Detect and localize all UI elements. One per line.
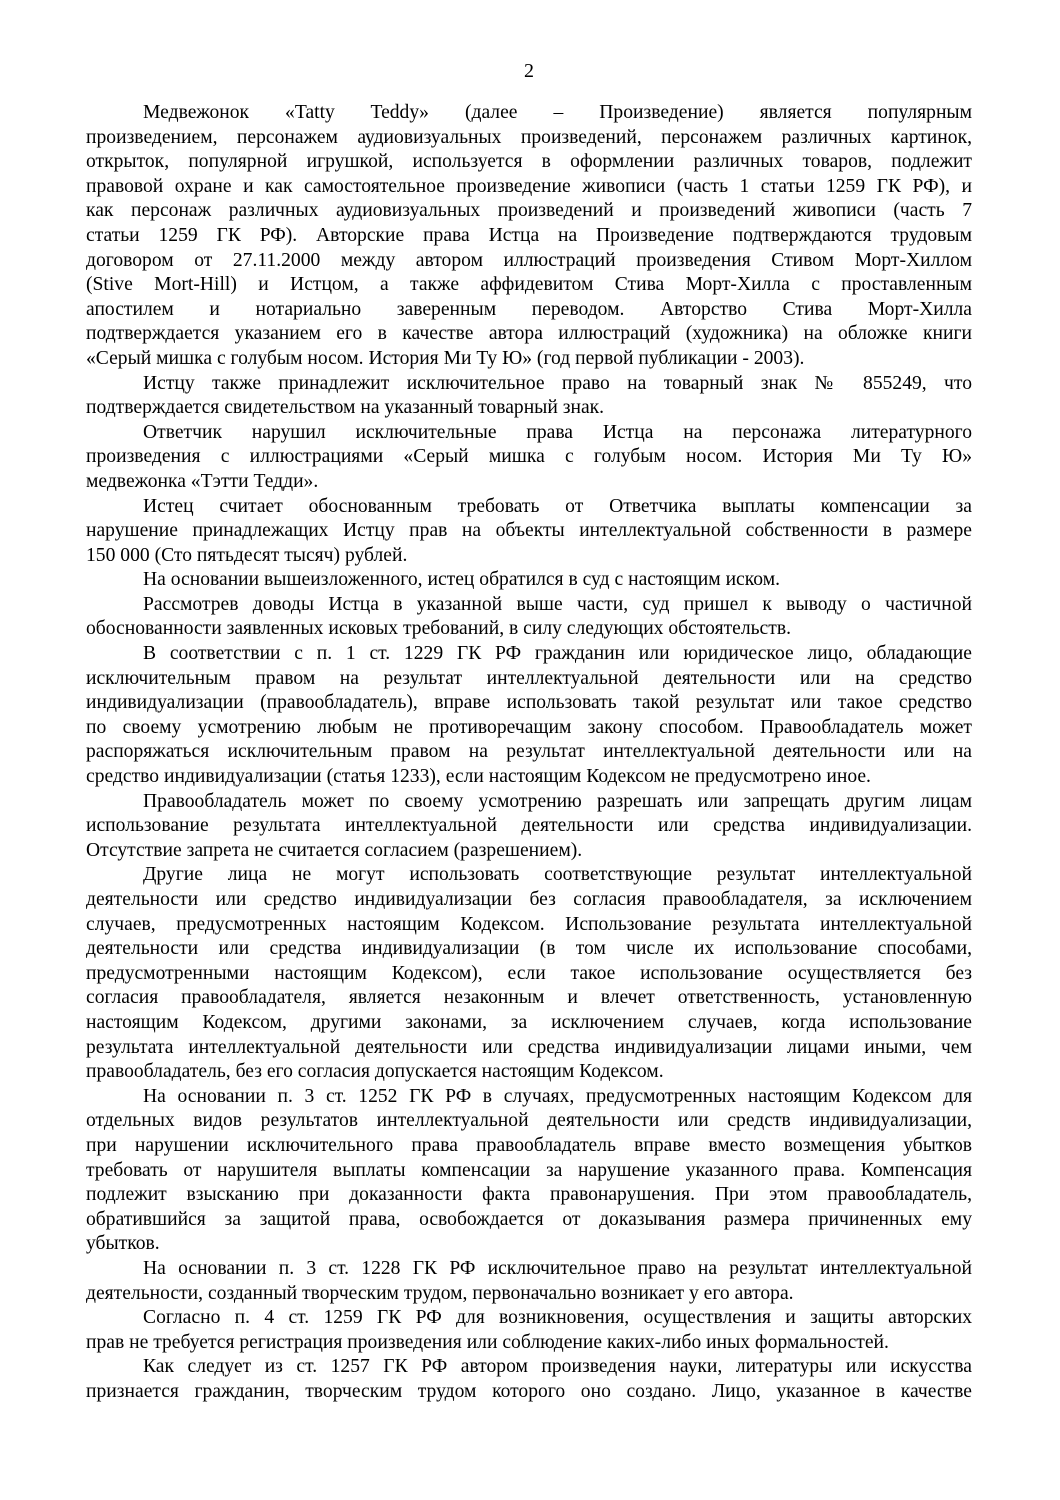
text-line: договором от 27.11.2000 между автором иллюстраций произведения Стивом Морт-Хиллом	[86, 249, 972, 271]
text-line: деятельности или средства индивидуализации (в том числе их использование способами,	[86, 938, 972, 960]
text-line: использование результата интеллектуальной деятельности или средства индивидуализации.	[86, 815, 972, 837]
text-line: индивидуализации (правообладатель), вправе использовать такой результат или такое средство	[86, 692, 972, 714]
text-line: правовой охране и как самостоятельное произведение живописи (часть 1 статьи 1259 ГК РФ), и	[86, 175, 972, 197]
text-line: прав не требуется регистрация произведения или соблюдение каких-либо иных формальностей.	[86, 1331, 889, 1353]
text-line: распоряжаться исключительным правом на результат интеллектуальной деятельности или на	[86, 741, 972, 763]
text-line: На основании вышеизложенного, истец обратился в суд с настоящим иском.	[143, 569, 780, 591]
text-line: как персонаж различных аудиовизуальных произведений и произведений живописи (часть 7	[86, 200, 972, 222]
text-line: при нарушении исключительного права правообладатель вправе вместо возмещения убытков	[86, 1134, 972, 1156]
document-body	[86, 101, 972, 1404]
text-line: настоящим Кодексом, другими законами, за исключением случаев, когда использование	[86, 1011, 972, 1033]
text-line: обратившийся за защитой права, освобождается от доказывания размера причиненных ему	[86, 1208, 972, 1230]
text-line: правообладатель, без его согласия допускается настоящим Кодексом.	[86, 1061, 664, 1083]
text-line: обоснованности заявленных исковых требований, в силу следующих обстоятельств.	[86, 618, 791, 640]
text-line: Медвежонок «Tatty Teddy» (далее – Произведение) является популярным	[143, 102, 972, 123]
text-line: по своему усмотрению любым не противоречащим закону способом. Правообладатель может	[86, 716, 972, 738]
text-line: произведением, персонажем аудиовизуальных произведений, персонажем различных картинок,	[86, 126, 972, 148]
text-line: согласия правообладателя, является незаконным и влечет ответственность, установленную	[86, 987, 972, 1009]
text-line: деятельности или средство индивидуализации без согласия правообладателя, за исключением	[86, 889, 972, 910]
text-line: Истцу также принадлежит исключительное право на товарный знак № 855249, что	[143, 372, 972, 394]
text-line: убытков.	[86, 1233, 160, 1255]
text-line: Другие лица не могут использовать соответствующие результат интеллектуальной	[143, 864, 972, 886]
text-line: Согласно п. 4 ст. 1259 ГК РФ для возникновения, осуществления и защиты авторских	[143, 1307, 972, 1329]
text-line: подтверждается свидетельством на указанный товарный знак.	[86, 397, 605, 419]
text-line: Истец считает обоснованным требовать от Ответчика выплаты компенсации за	[143, 495, 972, 517]
text-line: подлежит взысканию при доказанности факта правонарушения. При этом правообладатель,	[86, 1184, 972, 1206]
text-line: произведения с иллюстрациями «Серый мишка с голубым носом. История Ми Ту Ю»	[86, 446, 972, 468]
page-number: 2	[524, 60, 534, 82]
text-line: средство индивидуализации (статья 1233), если настоящим Кодексом не предусмотрено иное.	[86, 766, 871, 788]
text-line: предусмотренными настоящим Кодексом), если такое использование осуществляется без	[86, 962, 972, 984]
text-line: В соответствии с п. 1 ст. 1229 ГК РФ гражданин или юридическое лицо, обладающие	[143, 643, 972, 665]
text-line: деятельности, созданный творческим трудом, первоначально возникает у его автора.	[86, 1282, 794, 1304]
text-line: Рассмотрев доводы Истца в указанной выше части, суд пришел к выводу о частичной	[143, 593, 972, 615]
text-line: медвежонка «Тэтти Тедди».	[86, 470, 319, 492]
text-line: требовать от нарушителя выплаты компенсации за нарушение указанного права. Компенсация	[86, 1159, 972, 1181]
text-line: На основании п. 3 ст. 1252 ГК РФ в случаях, предусмотренных настоящим Кодексом для	[143, 1085, 972, 1107]
text-line: Правообладатель может по своему усмотрению разрешать или запрещать другим лицам	[143, 790, 972, 812]
text-line: открыток, популярной игрушкой, используется в оформлении различных товаров, подлежит	[86, 151, 972, 173]
text-line: апостилем и нотариально заверенным переводом. Авторство Стива Морт-Хилла	[86, 298, 972, 320]
text-line: «Серый мишка с голубым носом. История Ми Ту Ю» (год первой публикации - 2003).	[86, 347, 805, 369]
text-line: признается гражданин, творческим трудом которого оно создано. Лицо, указанное в качестве	[86, 1380, 972, 1402]
text-line: (Stive Mort-Hill) и Истцом, а также аффидевитом Стива Морт-Хилла с проставленным	[86, 274, 972, 296]
text-line: отдельных видов результатов интеллектуальной деятельности или средств индивидуализации,	[86, 1110, 972, 1132]
text-line: статьи 1259 ГК РФ). Авторские права Истца на Произведение подтверждаются трудовым	[86, 224, 972, 246]
text-line: 150 000 (Сто пятьдесят тысяч) рублей.	[86, 544, 408, 566]
text-line: Как следует из ст. 1257 ГК РФ автором произведения науки, литературы или искусства	[143, 1356, 972, 1378]
text-line: Отсутствие запрета не считается согласием (разрешением).	[86, 839, 583, 861]
text-line: На основании п. 3 ст. 1228 ГК РФ исключительное право на результат интеллектуальной	[143, 1257, 972, 1279]
text-line: подтверждается указанием его в качестве автора иллюстраций (художника) на обложке книги	[86, 323, 972, 345]
text-line: исключительным правом на результат интеллектуальной деятельности или на средство	[86, 667, 972, 689]
text-line: Ответчик нарушил исключительные права Истца на персонажа литературного	[143, 421, 972, 443]
text-line: случаев, предусмотренных настоящим Кодексом. Использование результата интеллектуальной	[86, 913, 972, 935]
text-line: нарушение принадлежащих Истцу прав на объекты интеллектуальной собственности в размере	[86, 520, 972, 542]
text-line: результата интеллектуальной деятельности или средства индивидуализации лицами иными, чем	[86, 1036, 972, 1058]
